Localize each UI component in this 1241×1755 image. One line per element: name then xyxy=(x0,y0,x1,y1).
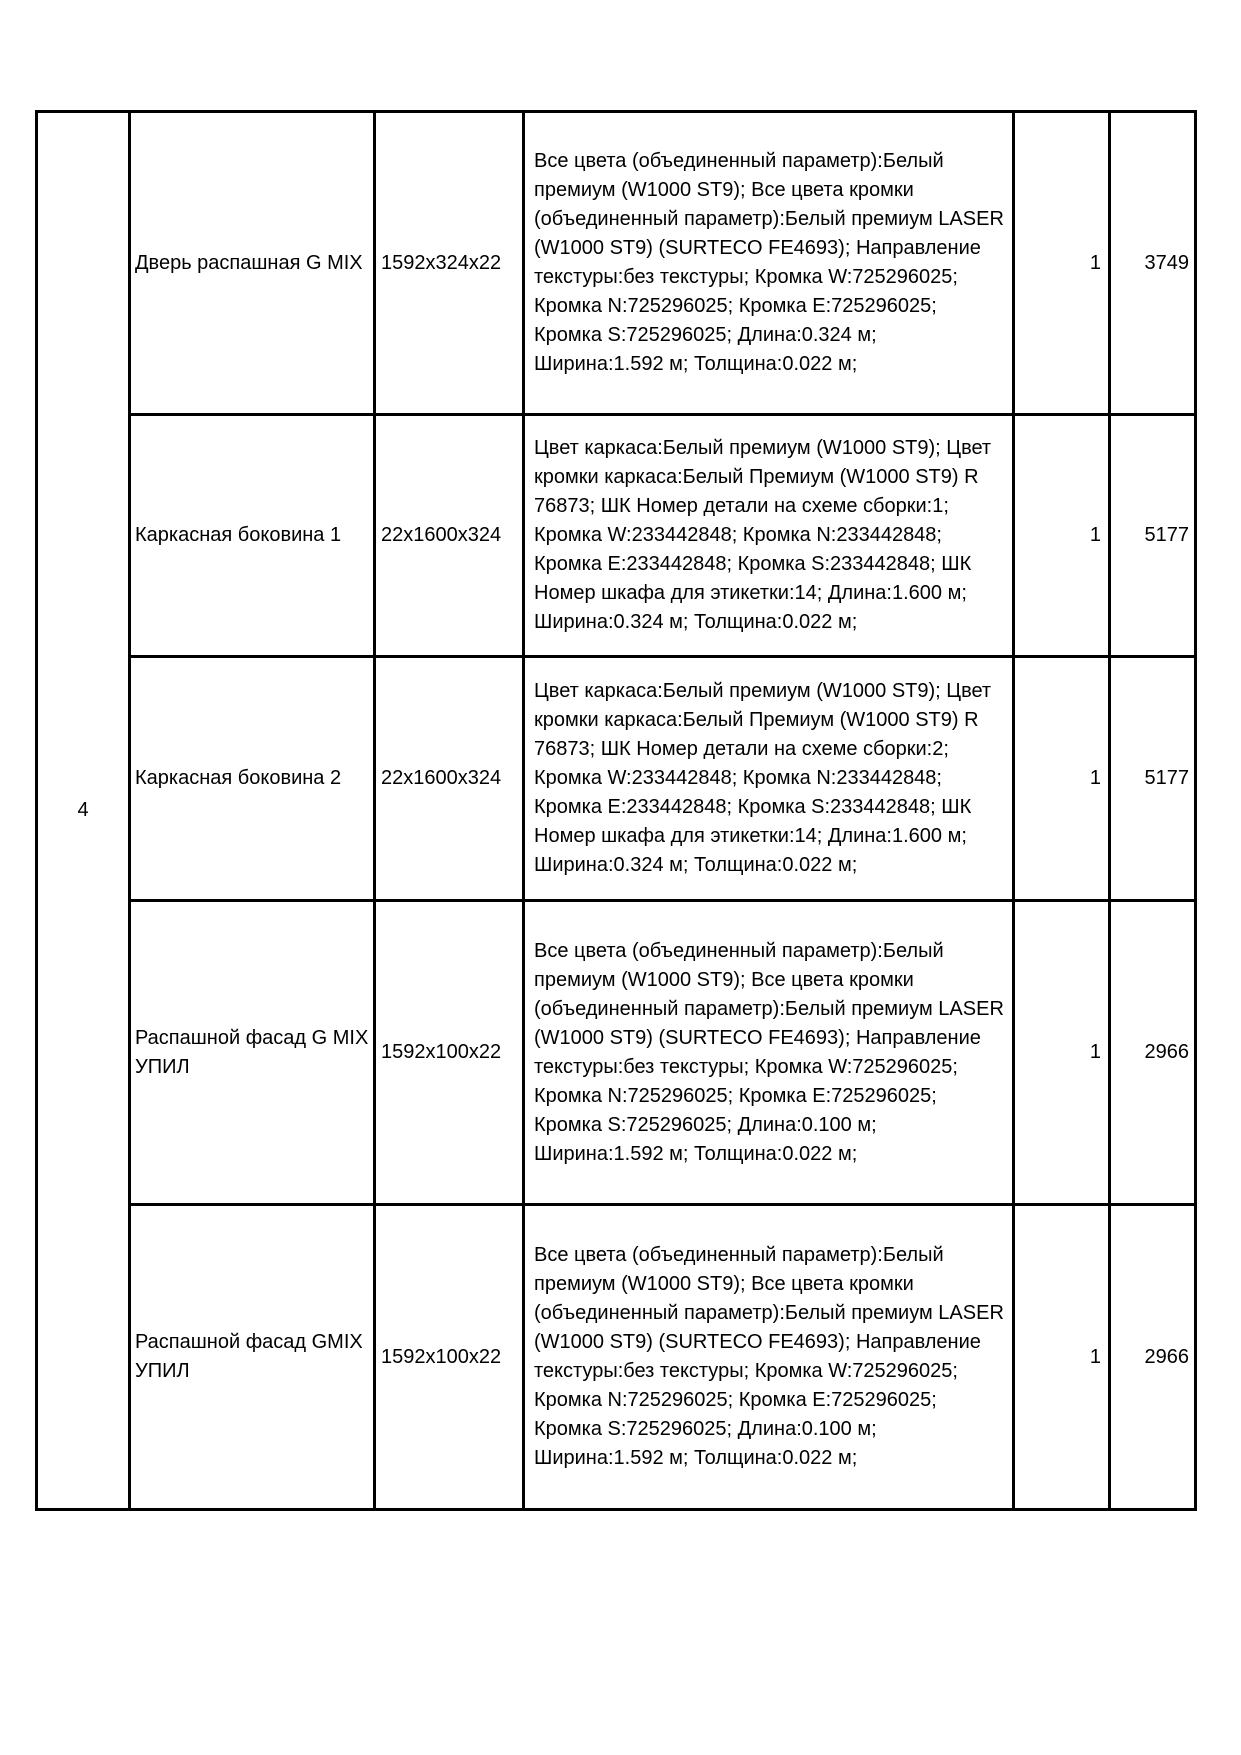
part-name-cell: Каркасная боковина 2 xyxy=(130,657,375,901)
part-description-cell: Все цвета (объединенный параметр):Белый премиум (W1000 ST9); Все цвета кромки (объединенный параметр):Белый премиум LASER (W1000 ST9) (SURTECO FE4693); Направление текстуры:без текстуры; Кромка W:725296025; Кромка N:725296025; Кромка E:725296025; Кромка S:725296025; Длина:0.324 м; Ширина:1.592 м; Толщина:0.022 м; xyxy=(524,112,1014,415)
part-description-cell: Все цвета (объединенный параметр):Белый премиум (W1000 ST9); Все цвета кромки (объединенный параметр):Белый премиум LASER (W1000 ST9) (SURTECO FE4693); Направление текстуры:без текстуры; Кромка W:725296025; Кромка N:725296025; Кромка E:725296025; Кромка S:725296025; Длина:0.100 м; Ширина:1.592 м; Толщина:0.022 м; xyxy=(524,1205,1014,1510)
group-number-cell: 4 xyxy=(37,112,130,1510)
part-qty-cell: 1 xyxy=(1014,901,1110,1205)
table-row xyxy=(37,901,1196,1205)
part-price-cell: 5177 xyxy=(1110,415,1196,657)
part-size-cell: 1592x100x22 xyxy=(375,901,524,1205)
table-row xyxy=(37,112,1196,415)
part-price-cell: 2966 xyxy=(1110,1205,1196,1510)
part-name-cell: Распашной фасад G MIX УПИЛ xyxy=(130,901,375,1205)
part-size-cell: 22x1600x324 xyxy=(375,415,524,657)
part-name-cell: Каркасная боковина 1 xyxy=(130,415,375,657)
part-description-cell: Цвет каркаса:Белый премиум (W1000 ST9); Цвет кромки каркаса:Белый Премиум (W1000 ST9) R 76873; ШК Номер детали на схеме сборки:2; Кромка W:233442848; Кромка N:233442848; Кромка E:233442848; Кромка S:233442848; ШК Номер шкафа для этикетки:14; Длина:1.600 м; Ширина:0.324 м; Толщина:0.022 м; xyxy=(524,657,1014,901)
part-price-cell: 2966 xyxy=(1110,901,1196,1205)
part-description-cell: Все цвета (объединенный параметр):Белый премиум (W1000 ST9); Все цвета кромки (объединенный параметр):Белый премиум LASER (W1000 ST9) (SURTECO FE4693); Направление текстуры:без текстуры; Кромка W:725296025; Кромка N:725296025; Кромка E:725296025; Кромка S:725296025; Длина:0.100 м; Ширина:1.592 м; Толщина:0.022 м; xyxy=(524,901,1014,1205)
part-qty-cell: 1 xyxy=(1014,415,1110,657)
part-price-cell: 3749 xyxy=(1110,112,1196,415)
part-qty-cell: 1 xyxy=(1014,657,1110,901)
part-name-cell: Дверь распашная G MIX xyxy=(130,112,375,415)
part-size-cell: 1592x100x22 xyxy=(375,1205,524,1510)
part-name-cell: Распашной фасад GMIX УПИЛ xyxy=(130,1205,375,1510)
part-description-cell: Цвет каркаса:Белый премиум (W1000 ST9); Цвет кромки каркаса:Белый Премиум (W1000 ST9) R 76873; ШК Номер детали на схеме сборки:1; Кромка W:233442848; Кромка N:233442848; Кромка E:233442848; Кромка S:233442848; ШК Номер шкафа для этикетки:14; Длина:1.600 м; Ширина:0.324 м; Толщина:0.022 м; xyxy=(524,415,1014,657)
part-qty-cell: 1 xyxy=(1014,1205,1110,1510)
parts-table xyxy=(35,110,1197,1511)
table-row xyxy=(37,1205,1196,1510)
table-row xyxy=(37,415,1196,657)
part-qty-cell: 1 xyxy=(1014,112,1110,415)
part-price-cell: 5177 xyxy=(1110,657,1196,901)
part-size-cell: 1592x324x22 xyxy=(375,112,524,415)
table-row xyxy=(37,657,1196,901)
part-size-cell: 22x1600x324 xyxy=(375,657,524,901)
